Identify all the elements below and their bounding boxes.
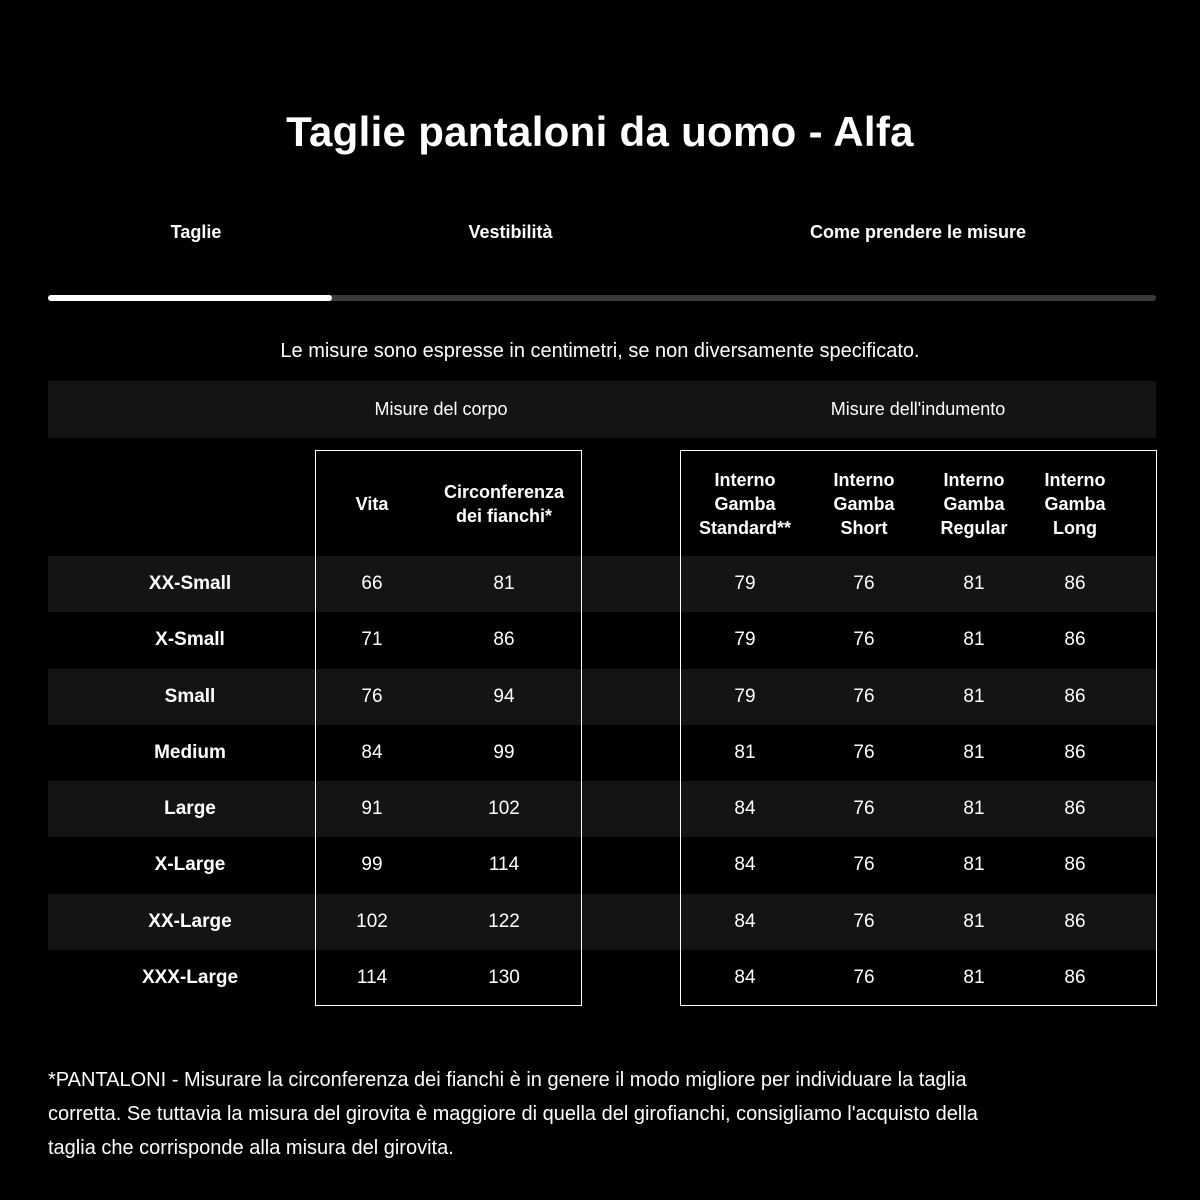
- fianchi-cell: 102: [488, 798, 520, 819]
- regular-cell: 81: [963, 741, 985, 763]
- page-title: Taglie pantaloni da uomo - Alfa: [286, 108, 914, 155]
- table-row: [48, 781, 1156, 837]
- size-cell: Large: [164, 798, 216, 819]
- standard-cell: 84: [734, 966, 756, 988]
- size-cell: XX-Small: [148, 573, 232, 594]
- fianchi-cell: 114: [488, 854, 520, 876]
- regular-cell: 81: [963, 854, 985, 876]
- fianchi-cell: 86: [493, 629, 515, 651]
- long-cell: 86: [1064, 573, 1086, 594]
- standard-cell: 79: [734, 573, 756, 594]
- long-cell: 86: [1064, 741, 1086, 763]
- column-header-line: Interno: [833, 470, 895, 490]
- footnote: [48, 1063, 1158, 1165]
- column-header-line: Standard**: [698, 518, 792, 538]
- vita-cell: 114: [356, 966, 388, 988]
- long-cell: 86: [1064, 854, 1086, 876]
- short-cell: 76: [853, 685, 875, 707]
- vita-cell: 99: [361, 854, 383, 876]
- table-row: [48, 612, 1156, 668]
- short-cell: 76: [853, 854, 875, 876]
- vita-cell: 76: [361, 685, 383, 707]
- standard-cell: 84: [734, 910, 756, 932]
- table-row: [48, 669, 1156, 725]
- short-cell: 76: [853, 966, 875, 988]
- footnote-line: corretta. Se tuttavia la misura del girovita è maggiore di quella del girofianchi, consigliamo l'acquisto della: [48, 1103, 978, 1125]
- column-header-line: dei fianchi*: [455, 506, 552, 526]
- standard-cell: 84: [734, 854, 756, 876]
- regular-cell: 81: [963, 798, 985, 819]
- short-cell: 76: [853, 573, 875, 594]
- short-cell: 76: [853, 798, 875, 819]
- tab-come-prendere-le-misure[interactable]: Come prendere le misure: [809, 222, 1027, 242]
- regular-cell: 81: [963, 573, 985, 594]
- long-cell: 86: [1064, 966, 1086, 988]
- standard-cell: 79: [734, 685, 756, 707]
- column-header-line: Short: [840, 518, 888, 538]
- column-header-line: Circonferenza: [443, 482, 565, 502]
- column-header-line: Regular: [940, 518, 1008, 538]
- column-header-line: Interno: [1044, 470, 1106, 490]
- standard-cell: 84: [734, 798, 756, 819]
- size-cell: XX-Large: [148, 910, 232, 932]
- tab-vestibilita[interactable]: Vestibilità: [468, 222, 553, 242]
- table-row: [48, 725, 1156, 781]
- regular-cell: 81: [963, 685, 985, 707]
- vita-cell: 71: [361, 629, 383, 651]
- table-row: [48, 894, 1156, 950]
- long-cell: 86: [1064, 798, 1086, 819]
- column-header-long: [1029, 455, 1121, 553]
- regular-cell: 81: [963, 629, 985, 651]
- column-header-line: Gamba: [714, 494, 776, 514]
- active-tab-indicator: [48, 295, 332, 301]
- tab-taglie[interactable]: Taglie: [170, 222, 222, 242]
- fianchi-cell: 130: [488, 966, 520, 988]
- column-header-line: Gamba: [833, 494, 895, 514]
- column-header-vita: [316, 455, 428, 553]
- size-cell: X-Large: [154, 854, 226, 876]
- short-cell: 76: [853, 629, 875, 651]
- short-cell: 76: [853, 741, 875, 763]
- size-cell: X-Small: [155, 629, 225, 651]
- column-header-line: Vita: [355, 494, 389, 514]
- footnote-line: *PANTALONI - Misurare la circonferenza dei fianchi è in genere il modo migliore per individuare la taglia: [48, 1069, 967, 1091]
- column-header-line: Gamba: [1044, 494, 1106, 514]
- column-header-line: Gamba: [943, 494, 1005, 514]
- tab-bar: [48, 222, 1156, 266]
- standard-cell: 81: [734, 741, 756, 763]
- size-cell: XXX-Large: [141, 966, 239, 988]
- regular-cell: 81: [963, 910, 985, 932]
- table-group-header: [48, 381, 1156, 438]
- column-header-short: [809, 455, 919, 553]
- size-table-body: [48, 556, 1156, 1006]
- vita-cell: 66: [361, 573, 383, 594]
- footnote-line: taglia che corrisponde alla misura del girovita.: [48, 1137, 454, 1159]
- column-header-standard: [681, 455, 809, 553]
- fianchi-cell: 81: [493, 573, 515, 594]
- tab-progress-track: [48, 295, 1156, 301]
- size-cell: Medium: [154, 741, 226, 763]
- vita-cell: 84: [361, 741, 383, 763]
- units-note: Le misure sono espresse in centimetri, se non diversamente specificato.: [280, 340, 920, 362]
- table-row: [48, 556, 1156, 612]
- column-header-line: Interno: [714, 470, 776, 490]
- fianchi-cell: 122: [488, 910, 520, 932]
- long-cell: 86: [1064, 629, 1086, 651]
- table-row: [48, 950, 1156, 1006]
- standard-cell: 79: [734, 629, 756, 651]
- column-header-line: Interno: [943, 470, 1005, 490]
- column-header-fianchi: [428, 455, 580, 553]
- size-cell: Small: [164, 685, 216, 707]
- column-header-regular: [919, 455, 1029, 553]
- fianchi-cell: 99: [493, 741, 515, 763]
- long-cell: 86: [1064, 685, 1086, 707]
- group-label-garment: Misure dell'indumento: [830, 399, 1006, 419]
- regular-cell: 81: [963, 966, 985, 988]
- group-label-body: Misure del corpo: [374, 399, 508, 419]
- vita-cell: 102: [356, 910, 388, 932]
- vita-cell: 91: [361, 798, 383, 819]
- table-row: [48, 837, 1156, 893]
- column-header-line: Long: [1053, 518, 1097, 538]
- short-cell: 76: [853, 910, 875, 932]
- long-cell: 86: [1064, 910, 1086, 932]
- fianchi-cell: 94: [493, 685, 515, 707]
